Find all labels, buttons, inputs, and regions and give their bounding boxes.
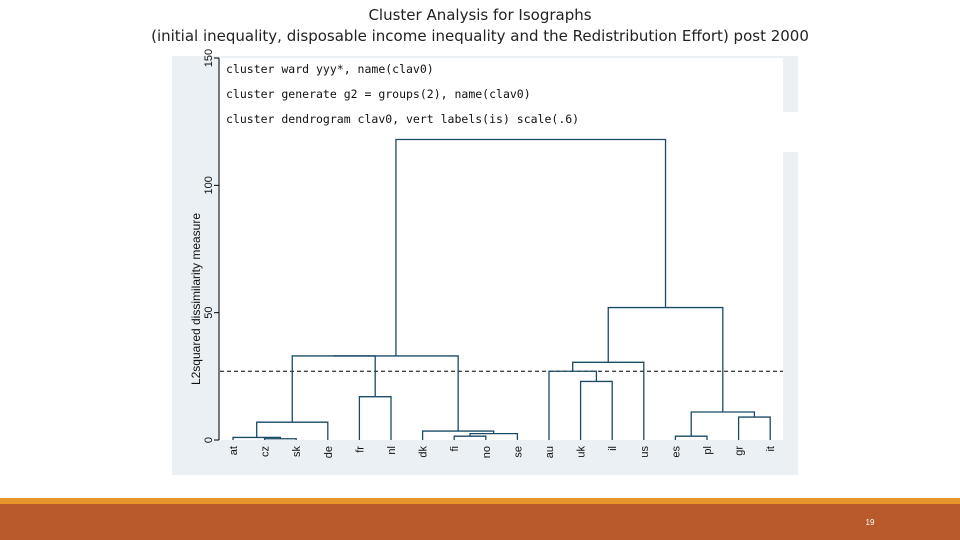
- leaf-label-nl: nl: [386, 446, 398, 455]
- leaf-label-us: us: [638, 446, 651, 458]
- y-axis-title: L2squared dissimilarity measure: [189, 212, 203, 386]
- leaf-label-dk: dk: [417, 446, 430, 458]
- command-line-cluster-generate: cluster generate g2 = groups(2), name(clav0): [226, 87, 531, 101]
- footer-bar: [0, 504, 960, 540]
- leaf-label-sk: sk: [291, 446, 304, 457]
- leaf-label-fi: fi: [449, 446, 462, 452]
- y-tick-label: 150: [203, 48, 215, 68]
- leaf-label-uk: uk: [575, 446, 588, 458]
- y-tick-label: 100: [203, 176, 215, 195]
- leaf-labels: [228, 446, 777, 459]
- leaf-label-au: au: [544, 446, 556, 459]
- y-axis: [189, 49, 219, 443]
- command-box-edge: [783, 112, 798, 152]
- leaf-label-gr: gr: [733, 446, 746, 456]
- slide-number: 19: [865, 518, 875, 527]
- leaf-label-at: at: [228, 446, 240, 456]
- y-tick-label: 50: [203, 306, 215, 319]
- leaf-label-se: se: [512, 446, 525, 458]
- slide-title: Cluster Analysis for Isographs: [368, 6, 592, 24]
- leaf-label-pl: pl: [702, 446, 714, 455]
- y-tick-label: 0: [203, 436, 215, 444]
- command-line-cluster-dendrogram: cluster dendrogram clav0, vert labels(is) scale(.6): [226, 112, 580, 126]
- leaf-label-cz: cz: [259, 446, 272, 457]
- leaf-label-de: de: [322, 446, 335, 459]
- leaf-label-fr: fr: [354, 446, 367, 453]
- leaf-label-es: es: [670, 446, 683, 458]
- command-line-cluster-ward: cluster ward yyy*, name(clav0): [226, 62, 434, 76]
- leaf-label-no: no: [480, 446, 493, 459]
- slide-subtitle: (initial inequality, disposable income inequality and the Redistribution Effort) post 2000: [151, 27, 809, 45]
- leaf-label-it: it: [765, 446, 778, 452]
- leaf-label-il: il: [607, 446, 620, 451]
